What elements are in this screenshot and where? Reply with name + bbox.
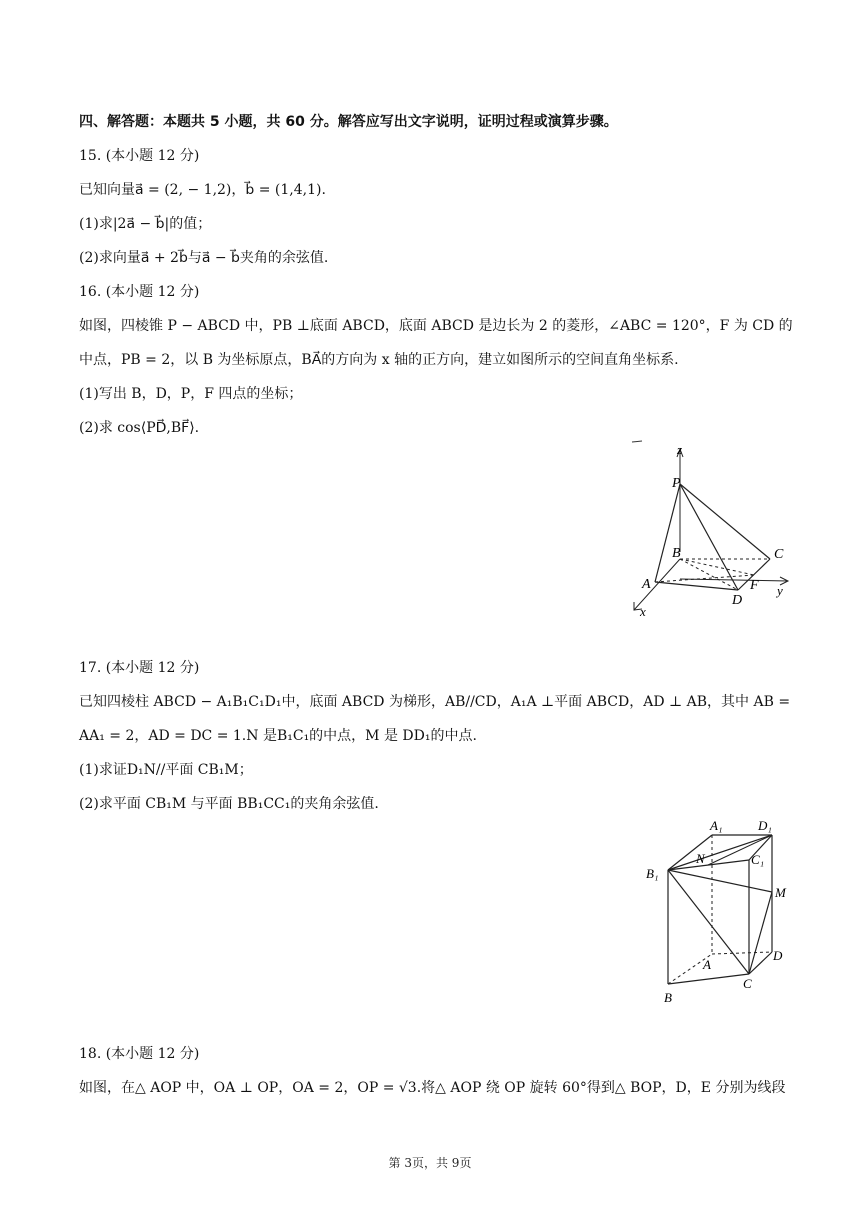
label-D: D: [732, 593, 743, 608]
label-A: A: [642, 577, 651, 592]
label-F: F: [750, 578, 759, 593]
q15-part2: (2)求向量a⃗ + 2b⃗与a⃗ − b⃗夹角的余弦值.: [79, 250, 329, 266]
pyramid-figure: [620, 432, 800, 622]
label-B1: B₁: [646, 866, 659, 881]
q17-part1: (1)求证D₁N//平面 CB₁M；: [79, 762, 253, 778]
q15-stem: 已知向量a⃗ = (2, − 1,2)，b⃗ = (1,4,1).: [79, 182, 326, 198]
q17-stem-line2: AA₁ = 2，AD = DC = 1.N 是B₁C₁的中点，M 是 DD₁的中点.: [79, 728, 477, 744]
q17-stem-line1: 已知四棱柱 ABCD − A₁B₁C₁D₁中，底面 ABCD 为梯形，AB//CD，A₁A ⊥平面 ABCD，AD ⊥ AB，其中 AB =: [79, 694, 791, 710]
q16-stem-line1: 如图，四棱锥 P − ABCD 中，PB ⊥底面 ABCD，底面 ABCD 是边长为 2 的菱形，∠ABC = 120°，F 为 CD 的: [79, 318, 793, 334]
q17-header: 17. (本小题 12 分): [79, 660, 200, 676]
label-y: y: [777, 583, 783, 598]
q15-header: 15. (本小题 12 分): [79, 148, 200, 164]
label-A1: A₁: [710, 818, 723, 833]
label-M: M: [775, 885, 786, 900]
label-z: z: [677, 442, 683, 457]
label-x: x: [640, 604, 646, 619]
label-C1: C₁: [751, 852, 765, 867]
label-D1: D₁: [758, 818, 772, 833]
label-N: N: [696, 851, 705, 866]
q18-header: 18. (本小题 12 分): [79, 1046, 200, 1062]
page-footer: 第 3页，共 9页: [388, 1156, 472, 1170]
label-B: B: [664, 990, 672, 1005]
label-C: C: [743, 976, 752, 991]
q16-header: 16. (本小题 12 分): [79, 284, 200, 300]
section-heading: 四、解答题：本题共 5 小题，共 60 分。解答应写出文字说明，证明过程或演算步骤。: [79, 114, 618, 130]
q17-part2: (2)求平面 CB₁M 与平面 BB₁CC₁的夹角余弦值.: [79, 796, 379, 812]
label-D: D: [773, 948, 783, 963]
q16-part1: (1)写出 B，D，P，F 四点的坐标；: [79, 386, 303, 402]
q18-stem-line1: 如图，在△ AOP 中，OA ⊥ OP，OA = 2，OP = √3.将△ AOP 绕 OP 旋转 60°得到△ BOP，D，E 分别为线段: [79, 1080, 786, 1096]
prism-figure: [640, 812, 800, 1012]
q16-part2: (2)求 cos⟨PD⃗,BF⃗⟩.: [79, 420, 200, 436]
label-P: P: [672, 476, 681, 491]
label-B: B: [672, 546, 681, 561]
label-C: C: [774, 547, 784, 562]
q15-part1: (1)求|2a⃗ − b⃗|的值；: [79, 216, 212, 232]
label-A: A: [703, 957, 711, 972]
q16-stem-line2: 中点，PB = 2，以 B 为坐标原点，BA⃗的方向为 x 轴的正方向，建立如图所示的空间直角坐标系.: [79, 352, 679, 368]
